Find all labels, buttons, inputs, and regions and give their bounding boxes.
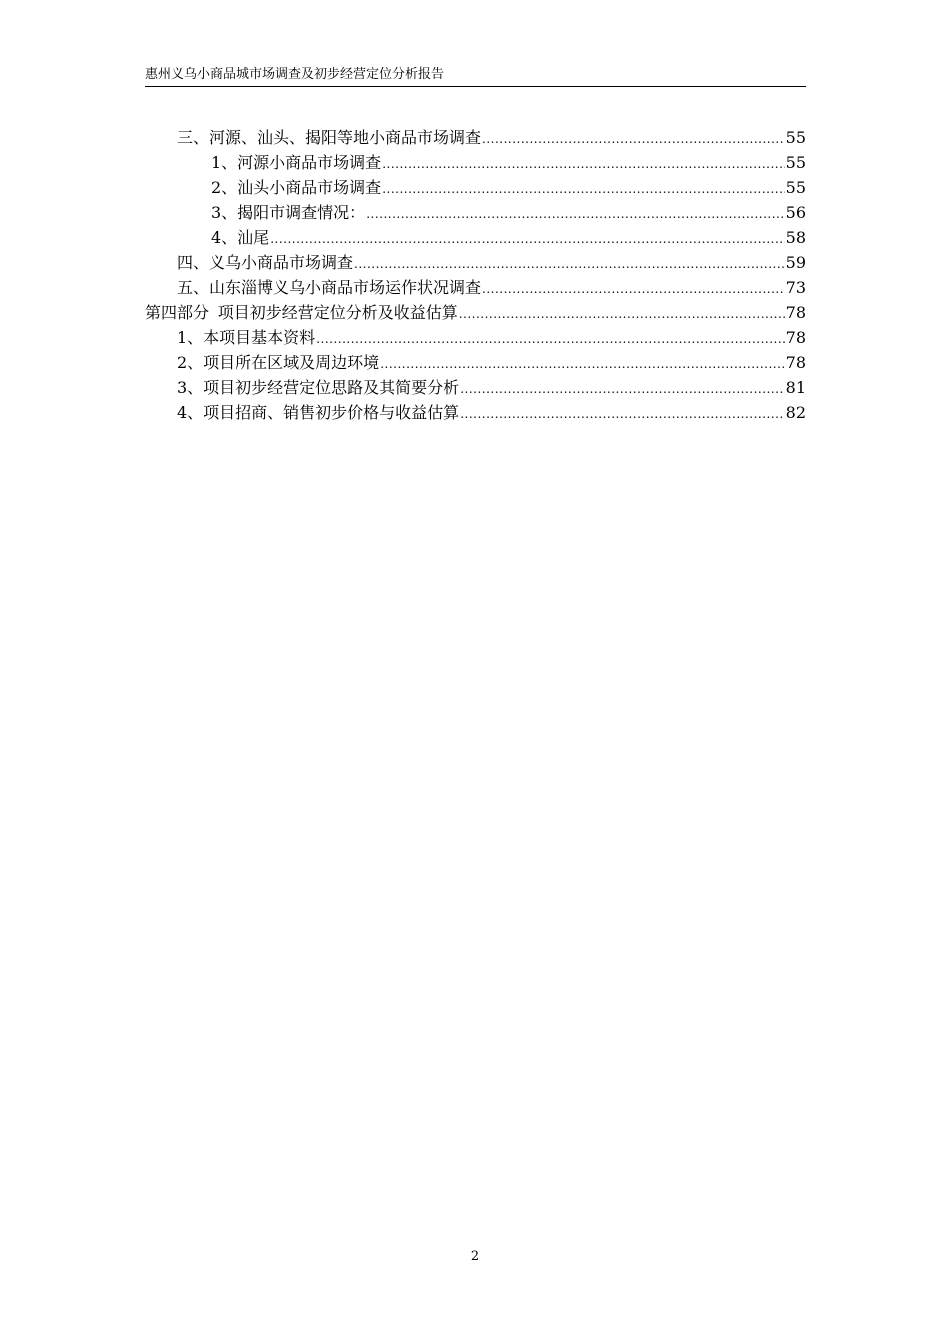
toc-entry-label: 项目初步经营定位分析及收益估算 — [217, 303, 458, 322]
toc-entry-label: 4、项目招商、销售初步价格与收益估算 — [177, 403, 460, 422]
toc-entry-label: 2、项目所在区域及周边环境 — [177, 353, 380, 372]
toc-entry[interactable] — [145, 325, 806, 350]
toc-entry[interactable] — [145, 200, 806, 225]
toc-leader-dots — [270, 227, 784, 252]
toc-leader-dots — [380, 352, 784, 377]
toc-entry[interactable] — [145, 150, 806, 175]
toc-entry-label: 3、揭阳市调查情况： — [211, 203, 366, 222]
toc-entry-label: 1、河源小商品市场调查 — [211, 153, 382, 172]
toc-entry-label: 4、汕尾 — [211, 228, 270, 247]
toc-entry-label: 三、河源、汕头、揭阳等地小商品市场调查 — [177, 128, 482, 147]
toc-entry-page: 73 — [785, 278, 806, 297]
toc-entry[interactable] — [145, 250, 806, 275]
header-title: 惠州义乌小商品城市场调查及初步经营定位分析报告 — [145, 67, 445, 82]
toc-leader-dots — [382, 152, 784, 177]
toc-entry-page: 78 — [785, 303, 806, 322]
toc-leader-dots — [382, 177, 784, 202]
toc-entry-page: 81 — [785, 378, 806, 397]
table-of-contents — [145, 125, 806, 425]
toc-entry-label: 2、汕头小商品市场调查 — [211, 178, 382, 197]
toc-entry-part[interactable] — [145, 300, 806, 325]
toc-entry-page: 58 — [785, 228, 806, 247]
toc-entry-page: 78 — [785, 353, 806, 372]
toc-leader-dots — [366, 202, 784, 227]
toc-entry[interactable] — [145, 175, 806, 200]
toc-leader-dots — [460, 377, 784, 402]
toc-entry-page: 55 — [785, 128, 806, 147]
toc-entry[interactable] — [145, 350, 806, 375]
toc-entry-page: 59 — [785, 253, 806, 272]
toc-entry-label: 四、义乌小商品市场调查 — [177, 253, 354, 272]
toc-leader-dots — [482, 277, 785, 302]
toc-entry-page: 55 — [785, 178, 806, 197]
toc-leader-dots — [316, 327, 784, 352]
toc-part-number: 第四部分 — [145, 303, 210, 322]
toc-entry-label: 3、项目初步经营定位思路及其简要分析 — [177, 378, 460, 397]
page-number: 2 — [470, 1249, 480, 1264]
toc-entry-page: 82 — [785, 403, 806, 422]
toc-leader-dots — [460, 402, 784, 427]
toc-entry[interactable] — [145, 375, 806, 400]
toc-entry-label: 1、本项目基本资料 — [177, 328, 316, 347]
toc-entry-page: 55 — [785, 153, 806, 172]
toc-entry-label: 五、山东淄博义乌小商品市场运作状况调查 — [177, 278, 482, 297]
toc-entry[interactable] — [145, 400, 806, 425]
toc-entry-page: 78 — [785, 328, 806, 347]
page-header — [145, 66, 806, 87]
toc-entry-page: 56 — [785, 203, 806, 222]
toc-entry[interactable] — [145, 125, 806, 150]
toc-leader-dots — [459, 302, 785, 327]
toc-entry[interactable] — [145, 225, 806, 250]
toc-entry[interactable] — [145, 275, 806, 300]
toc-leader-dots — [354, 252, 785, 277]
toc-leader-dots — [482, 127, 785, 152]
